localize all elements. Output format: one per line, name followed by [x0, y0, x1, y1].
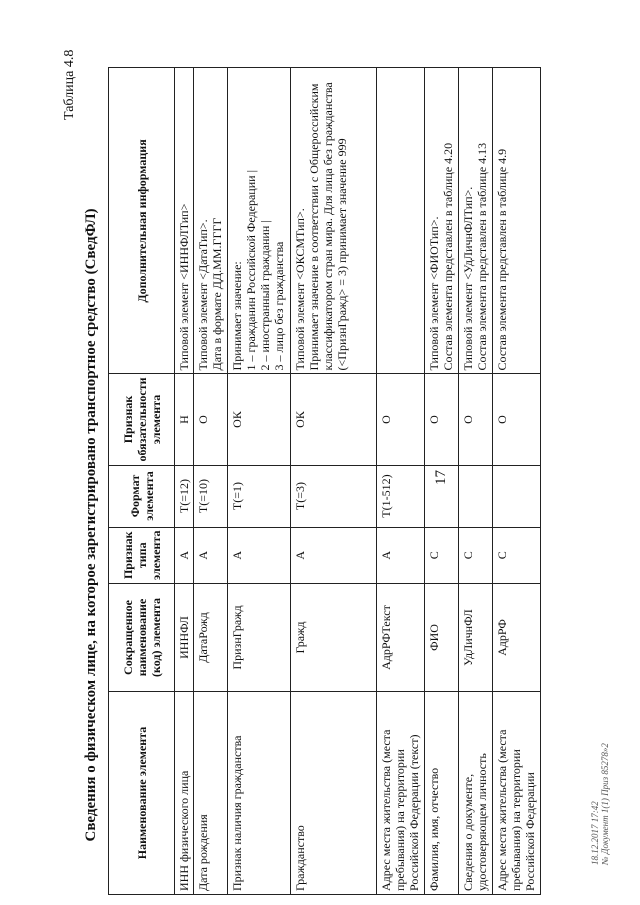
cell-format	[425, 465, 459, 527]
cell-name: ИНН физического лица	[175, 692, 194, 895]
cell-required: О	[459, 374, 493, 465]
cell-name: Адрес места жительства (места пребывания) на территории Российской Федерации (текст)	[377, 692, 425, 895]
cell-type: А	[377, 527, 425, 583]
table-row	[228, 68, 291, 895]
cell-required: О	[493, 374, 541, 465]
cell-code: ДатаРожд	[194, 584, 228, 692]
cell-code: Гражд	[291, 584, 377, 692]
cell-required: ОК	[228, 374, 291, 465]
table-row	[493, 68, 541, 895]
cell-code: ПризнГражд	[228, 584, 291, 692]
table-row	[194, 68, 228, 895]
info-line: Состав элемента представлен в таблице 4.9	[495, 148, 509, 371]
table-row	[291, 68, 377, 895]
info-line: Типовой элемент <ИННФЛТип>	[177, 203, 191, 371]
table-row	[459, 68, 493, 895]
table-row	[175, 68, 194, 895]
cell-required: Н	[175, 374, 194, 465]
cell-type: С	[459, 527, 493, 583]
header-required: Признак обязательности элемента	[109, 374, 175, 465]
cell-required: О	[377, 374, 425, 465]
cell-required: О	[194, 374, 228, 465]
cell-format: T(=1)	[228, 465, 291, 527]
cell-name: Дата рождения	[194, 692, 228, 895]
cell-info	[493, 68, 541, 374]
table-header-row	[109, 68, 175, 895]
stamp-line: 18.12.2017 17:42	[590, 801, 600, 865]
table-title: Сведения о физическом лице, на которое зарегистрировано транспортное средство (СведФЛ)	[83, 208, 99, 842]
cell-code: ФИО	[425, 584, 459, 692]
info-line: Типовой элемент <УдЛичнФЛТип>.	[461, 186, 475, 371]
cell-info	[175, 68, 194, 374]
cell-format: T(=3)	[291, 465, 377, 527]
cell-format	[493, 465, 541, 527]
stamp-line: № Документ 1(1) Приз 85278»2	[600, 743, 610, 865]
cell-type: А	[175, 527, 194, 583]
header-type: Признак типа элемента	[109, 527, 175, 583]
info-line: Типовой элемент <ДатаТип>.	[196, 219, 210, 371]
cell-info	[194, 68, 228, 374]
cell-format: T(=10)	[194, 465, 228, 527]
info-line: Типовой элемент <ФИОТип>.	[427, 216, 441, 371]
cell-info	[228, 68, 291, 374]
cell-type: С	[493, 527, 541, 583]
info-line: Типовой элемент <ОКСМТип>.	[293, 208, 307, 371]
info-line: 3 – лицо без гражданства	[272, 241, 286, 371]
header-info: Дополнительная информация	[109, 68, 175, 374]
cell-info	[377, 68, 425, 374]
cell-type: С	[425, 527, 459, 583]
page-number: 17	[433, 470, 449, 485]
cell-name: Гражданство	[291, 692, 377, 895]
cell-required: О	[425, 374, 459, 465]
cell-info	[425, 68, 459, 374]
cell-name: Фамилия, имя, отчество	[425, 692, 459, 895]
cell-format	[459, 465, 493, 527]
info-line: Принимает значение в соответствии с Общероссийским классификатором стран мира. Для лица без гражданства (<ПризнГражд> = 3) принимает значение 999	[307, 82, 349, 371]
info-line: Дата в формате ДД.ММ.ГГГГ	[210, 217, 224, 371]
table-row	[425, 68, 459, 895]
info-line: 1 – гражданин Российской Федерации |	[244, 170, 258, 371]
cell-type: А	[228, 527, 291, 583]
info-line: Принимает значение:	[230, 261, 244, 371]
cell-name: Адрес места жительства (места пребывания) на территории Российской Федерации	[493, 692, 541, 895]
cell-required: ОК	[291, 374, 377, 465]
cell-code: ИННФЛ	[175, 584, 194, 692]
cell-name: Сведения о документе, удостоверяющем личность	[459, 692, 493, 895]
cell-name: Признак наличия гражданства	[228, 692, 291, 895]
header-name: Наименование элемента	[109, 692, 175, 895]
cell-format: T(=12)	[175, 465, 194, 527]
cell-type: А	[194, 527, 228, 583]
cell-code: АдрРФТекст	[377, 584, 425, 692]
table-row	[377, 68, 425, 895]
info-line: Состав элемента представлен в таблице 4.13	[475, 142, 489, 371]
cell-format: T(1-512)	[377, 465, 425, 527]
table-label: Таблица 4.8	[62, 49, 77, 120]
cell-type: А	[291, 527, 377, 583]
cell-info	[459, 68, 493, 374]
header-code: Сокращенное наименование (код) элемента	[109, 584, 175, 692]
cell-code: АдрРФ	[493, 584, 541, 692]
cell-info	[291, 68, 377, 374]
signature-stamp	[590, 743, 610, 865]
header-format: Формат элемента	[109, 465, 175, 527]
elements-table	[108, 67, 541, 895]
info-line: 2 – иностранный гражданин |	[258, 220, 272, 371]
cell-code: УдЛичнФЛ	[459, 584, 493, 692]
info-line: Состав элемента представлен в таблице 4.20	[441, 142, 455, 371]
